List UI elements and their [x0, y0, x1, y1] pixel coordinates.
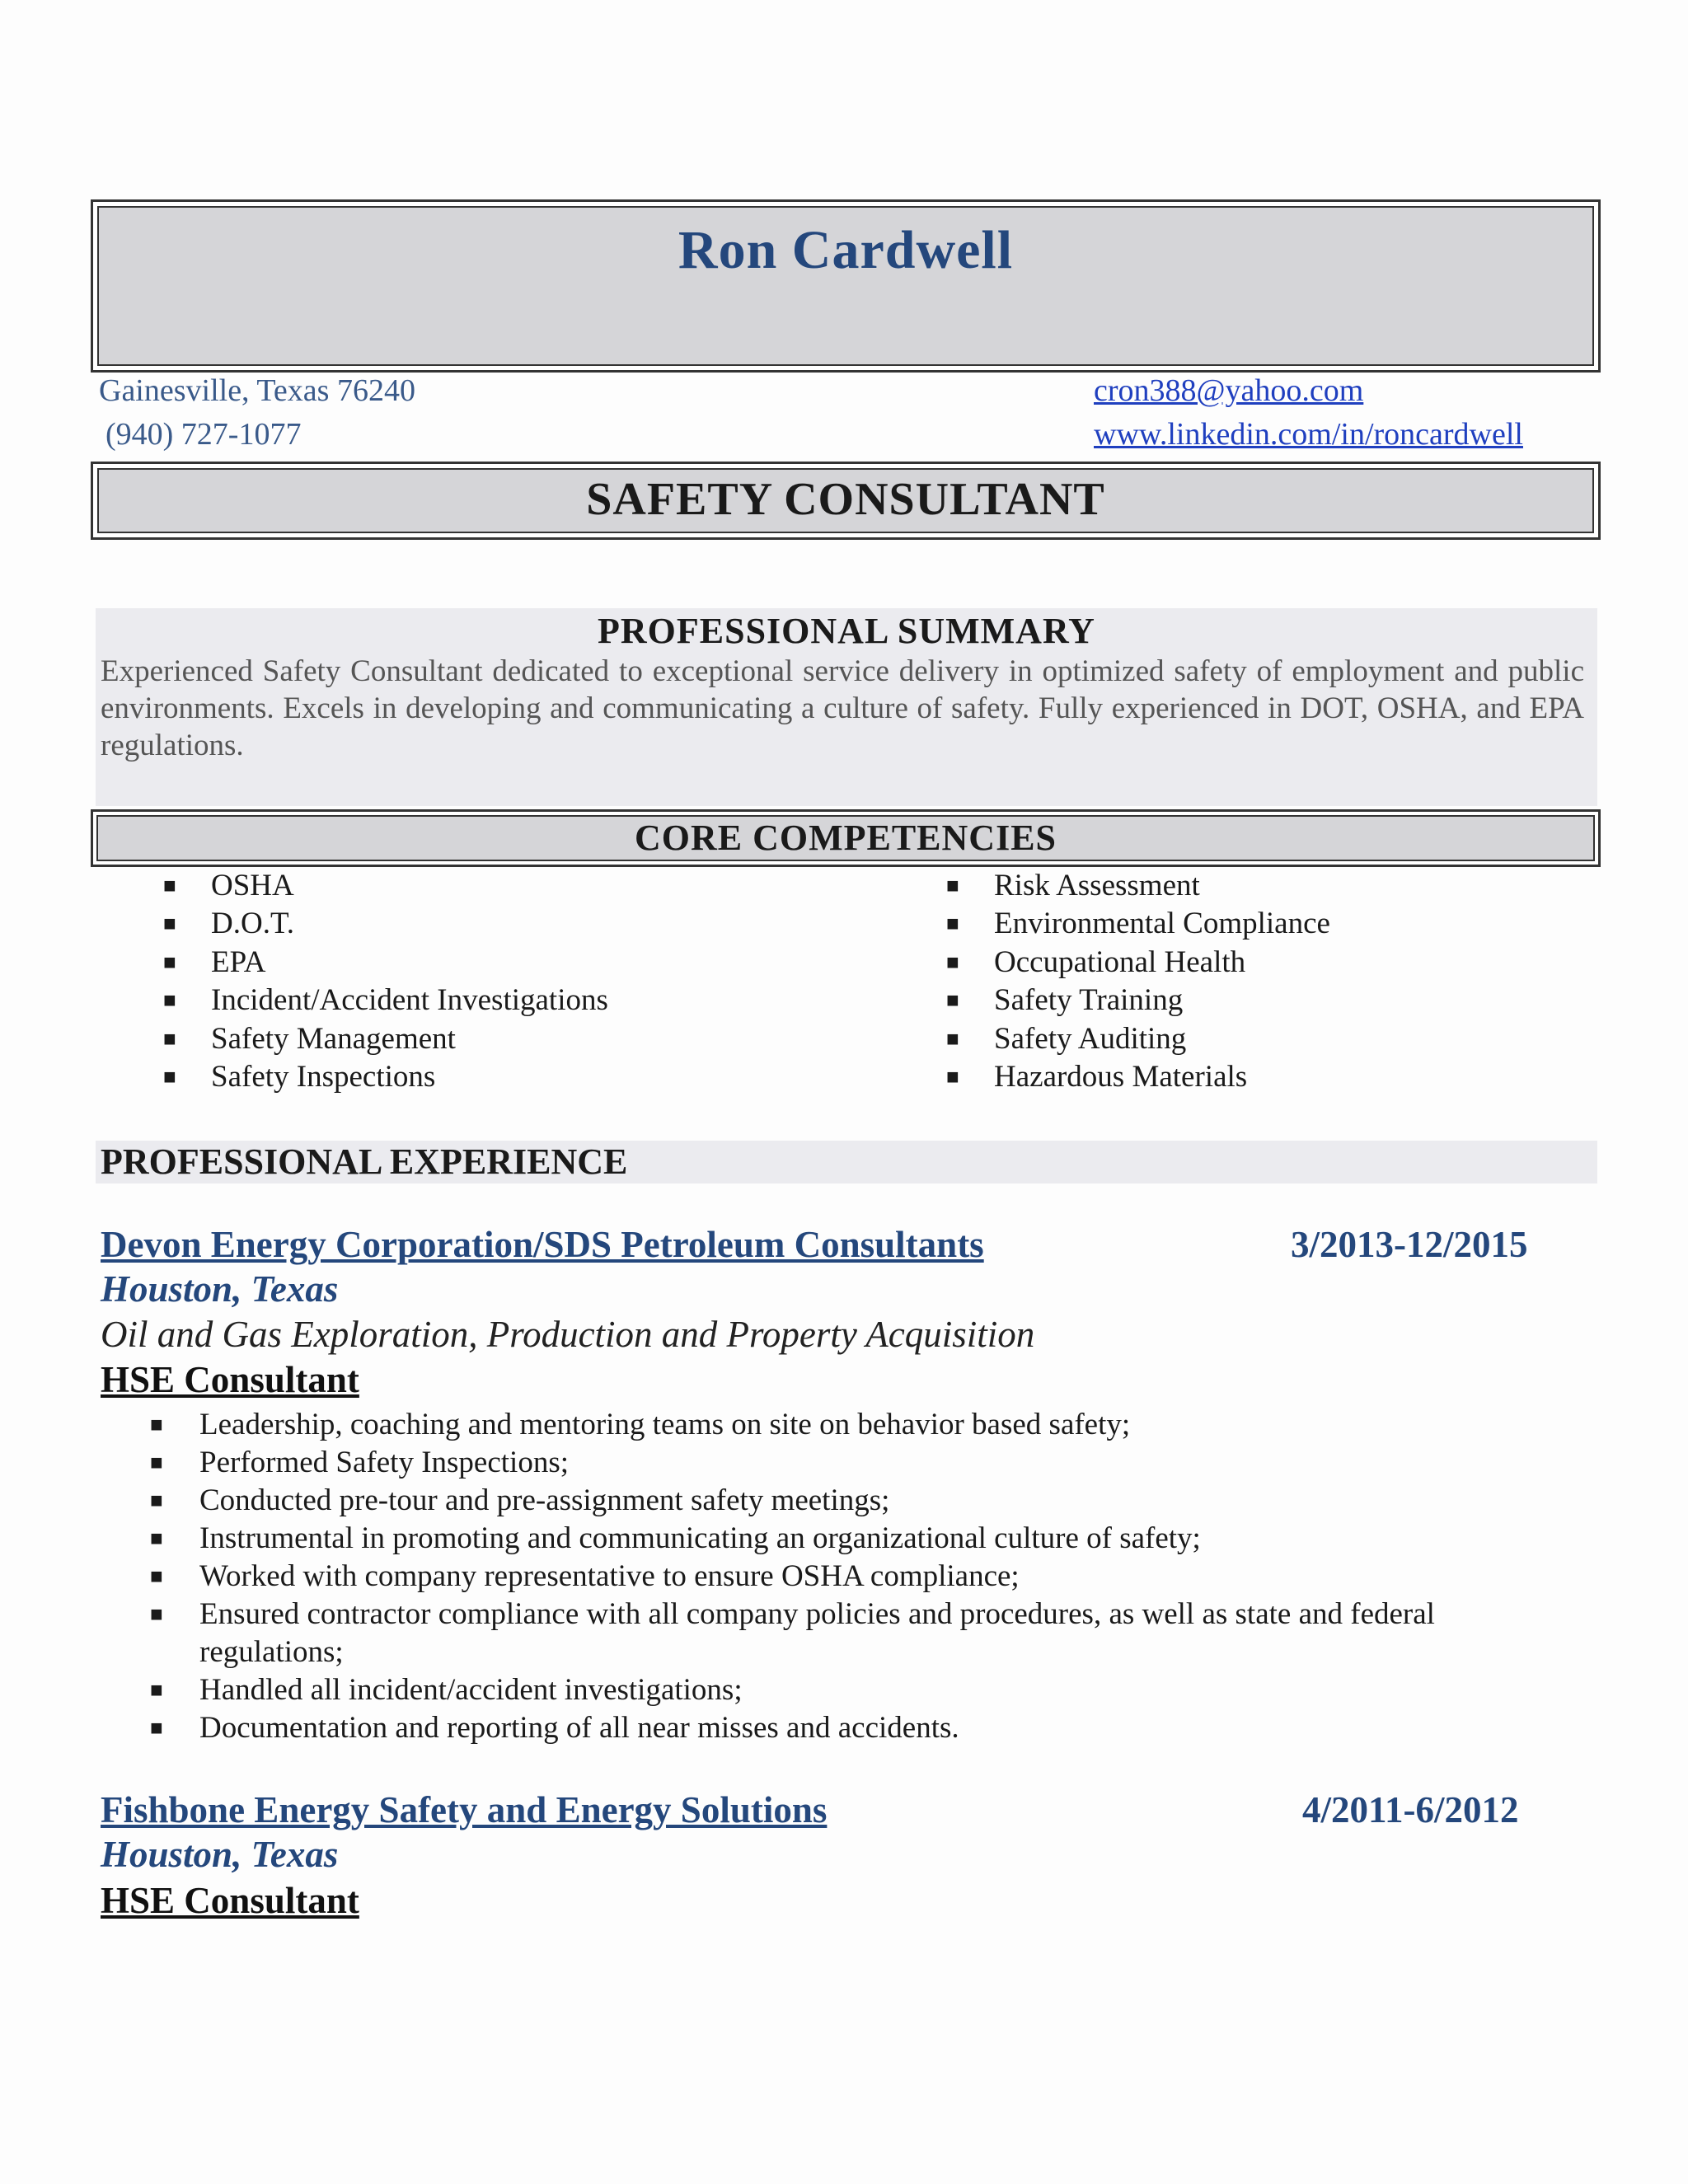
bullet-icon: ■ — [163, 912, 176, 936]
job-industry: Oil and Gas Exploration, Production and Property Acquisition — [101, 1314, 1035, 1355]
job-duties-list — [101, 1406, 1551, 1747]
name-header-inner — [97, 206, 1594, 366]
list-item: ■ Leadership, coaching and mentoring teams on site on behavior based safety; — [101, 1406, 1551, 1444]
competencies-heading: CORE COMPETENCIES — [96, 815, 1595, 861]
bullet-icon: ■ — [163, 949, 176, 974]
summary-heading: PROFESSIONAL SUMMARY — [598, 611, 1095, 651]
contact-email-link[interactable]: cron388@yahoo.com — [1094, 373, 1364, 408]
bullet-icon: ■ — [946, 912, 959, 936]
list-item: ■ OSHA — [163, 867, 740, 905]
list-item: ■ Conducted pre-tour and pre-assignment safety meetings; — [101, 1482, 1551, 1520]
list-item: ■ Documentation and reporting of all near misses and accidents. — [101, 1709, 1551, 1747]
bullet-icon: ■ — [946, 949, 959, 974]
contact-linkedin-link[interactable]: www.linkedin.com/in/roncardwell — [1094, 417, 1523, 452]
job-location: Houston, Texas — [101, 1268, 339, 1310]
bullet-icon: ■ — [946, 988, 959, 1013]
list-item: ■ Environmental Compliance — [946, 905, 1573, 943]
job-role: HSE Consultant — [101, 1359, 359, 1400]
job-title: SAFETY CONSULTANT — [97, 468, 1594, 533]
list-item: ■ Safety Auditing — [946, 1020, 1573, 1058]
job-location: Houston, Texas — [101, 1834, 339, 1875]
bullet-icon: ■ — [150, 1564, 163, 1588]
candidate-name: Ron Cardwell — [678, 220, 1014, 280]
bullet-icon: ■ — [150, 1602, 163, 1626]
list-item: ■ Safety Inspections — [163, 1058, 740, 1096]
bullet-icon: ■ — [163, 874, 176, 898]
job-company: Devon Energy Corporation/SDS Petroleum Consultants — [101, 1224, 984, 1265]
list-item: ■ Hazardous Materials — [946, 1058, 1573, 1096]
bullet-icon: ■ — [946, 1064, 959, 1089]
bullet-icon: ■ — [150, 1488, 163, 1512]
contact-phone: (940) 727-1077 — [106, 417, 302, 452]
list-item: ■ EPA — [163, 944, 740, 982]
list-item: ■ Safety Training — [946, 982, 1573, 1019]
bullet-icon: ■ — [150, 1413, 163, 1436]
experience-heading: PROFESSIONAL EXPERIENCE — [101, 1141, 628, 1182]
competencies-right-list — [946, 867, 1573, 1096]
competencies-left-list — [163, 867, 740, 1096]
job-company: Fishbone Energy Safety and Energy Solutions — [101, 1789, 828, 1830]
bullet-icon: ■ — [163, 1064, 176, 1089]
list-item: ■ D.O.T. — [163, 905, 740, 943]
list-item: ■ Risk Assessment — [946, 867, 1573, 905]
list-item: ■ Ensured contractor compliance with all company policies and procedures, as well as state and federal regulations; — [150, 1597, 1435, 1669]
bullet-icon: ■ — [163, 988, 176, 1013]
name-header-box — [91, 199, 1601, 373]
bullet-icon: ■ — [150, 1678, 163, 1702]
list-item: ■ Instrumental in promoting and communicating an organizational culture of safety; — [101, 1520, 1551, 1558]
summary-text: Experienced Safety Consultant dedicated to exceptional service delivery in optimized safety of employment and public environments. Excels in developing and communicating a culture of safety. Fully experienced in DOT, OSHA, and EPA regulations. — [101, 654, 1584, 762]
list-item: ■ Performed Safety Inspections; — [101, 1444, 1551, 1482]
bullet-icon: ■ — [946, 1026, 959, 1051]
list-item: ■ Safety Management — [163, 1020, 740, 1058]
list-item: ■ Incident/Accident Investigations — [163, 982, 740, 1019]
bullet-icon: ■ — [150, 1526, 163, 1550]
job-dates: 4/2011-6/2012 — [1302, 1789, 1519, 1830]
bullet-icon: ■ — [163, 1026, 176, 1051]
contact-location: Gainesville, Texas 76240 — [99, 373, 415, 408]
competencies-header-box — [91, 809, 1601, 867]
bullet-icon: ■ — [946, 874, 959, 898]
bullet-icon: ■ — [150, 1451, 163, 1474]
job-dates: 3/2013-12/2015 — [1291, 1224, 1528, 1265]
job-role: HSE Consultant — [101, 1880, 359, 1921]
list-item: ■ Occupational Health — [946, 944, 1573, 982]
list-item: ■ Worked with company representative to ensure OSHA compliance; — [101, 1558, 1551, 1596]
bullet-icon: ■ — [150, 1716, 163, 1740]
job-title-box — [91, 462, 1601, 540]
list-item: ■ Handled all incident/accident investigations; — [101, 1671, 1551, 1709]
